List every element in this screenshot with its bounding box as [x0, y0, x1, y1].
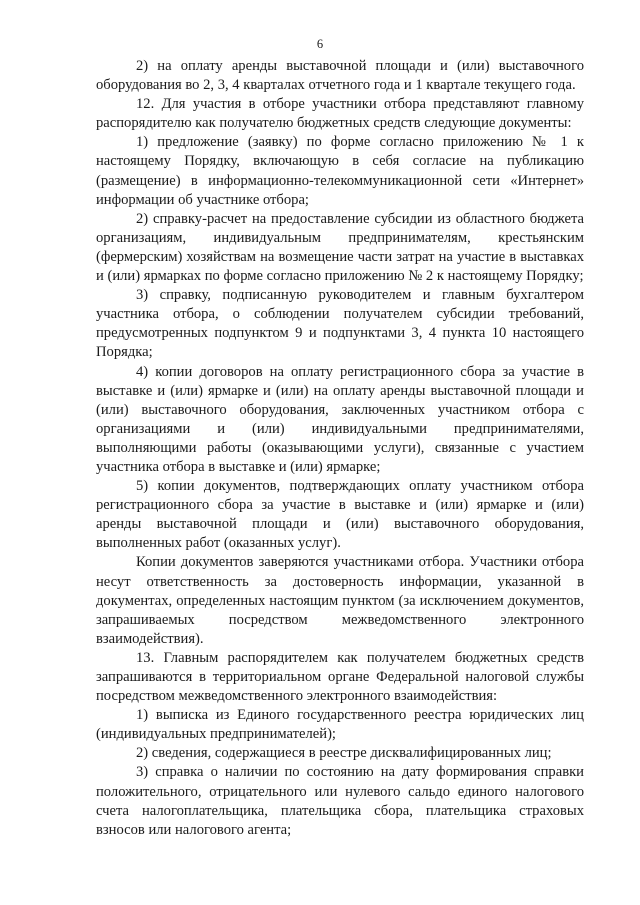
paragraph-13-2-disqualified: 2) сведения, содержащиеся в реестре дисквалифицированных лиц;	[136, 745, 552, 762]
paragraph-12-1-application: 1) предложение (заявку) по форме согласно приложению № 1 к настоящему Порядку, включающую в себя согласие на публикацию (размещение) в информационно-телекоммуникационной сети «Интернет» информации об участнике отбора;	[96, 134, 584, 208]
paragraph-12-5-payment-docs: 5) копии документов, подтверждающих оплату участником отбора регистрационного сбора за участие в выставке и (или) ярмарке и (или) аренды выставочной площади и (или) выставочного оборудования, выполненных работ (оказанных услуг).	[96, 478, 584, 552]
paragraph-13-requests: 13. Главным распорядителем как получателем бюджетных средств запрашиваются в территориальном органе Федеральной налоговой службы посредством межведомственного электронного взаимодействия:	[96, 649, 584, 705]
paragraph-copies-certification: Копии документов заверяются участниками отбора. Участники отбора несут ответственность за достоверность информации, указанной в документах, определенных настоящим пунктом (за исключением документов, запрашиваемых посредством межведомственного электронного взаимодействия).	[96, 554, 584, 647]
paragraph-13-1-register-extract: 1) выписка из Единого государственного реестра юридических лиц (индивидуальных предпринимателей);	[96, 707, 584, 743]
paragraph-13-3-tax-balance: 3) справка о наличии по состоянию на дату формирования справки положительного, отрицательного или нулевого сальдо единого налогового счета налогоплательщика, плательщика сбора, плательщика страховых взносов или налогового агента;	[96, 764, 584, 838]
paragraph-rent-payment: 2) на оплату аренды выставочной площади и (или) выставочного оборудования во 2, 3, 4 кварталах отчетного года и 1 квартале текущего года.	[96, 58, 584, 94]
paragraph-12-3-certificate: 3) справку, подписанную руководителем и главным бухгалтером участника отбора, о соблюдении получателем субсидии требований, предусмотренных подпунктом 9 и подпунктами 3, 4 пункта 10 настоящего Порядка;	[96, 287, 584, 361]
paragraph-12-4-contracts: 4) копии договоров на оплату регистрационного сбора за участие в выставке и (или) ярмарке и (или) на оплату аренды выставочной площади и (или) выставочного оборудования, заключенных участником отбора с организациями и (или) индивидуальными предпринимателями, выполняющими работы (оказывающими услуги), связанные с участием участника отбора в выставке и (или) ярмарке;	[96, 363, 584, 475]
document-body	[96, 57, 584, 840]
page-number: 6	[316, 37, 324, 51]
paragraph-12-documents-intro: 12. Для участия в отборе участники отбора представляют главному распорядителю как получателю бюджетных средств следующие документы:	[96, 96, 584, 132]
paragraph-12-2-calculation: 2) справку-расчет на предоставление субсидии из областного бюджета организациям, индивидуальным предпринимателям, крестьянским (фермерским) хозяйствам на возмещение части затрат на участие в выставках и (или) ярмарках по форме согласно приложению № 2 к настоящему Порядку;	[96, 210, 584, 285]
